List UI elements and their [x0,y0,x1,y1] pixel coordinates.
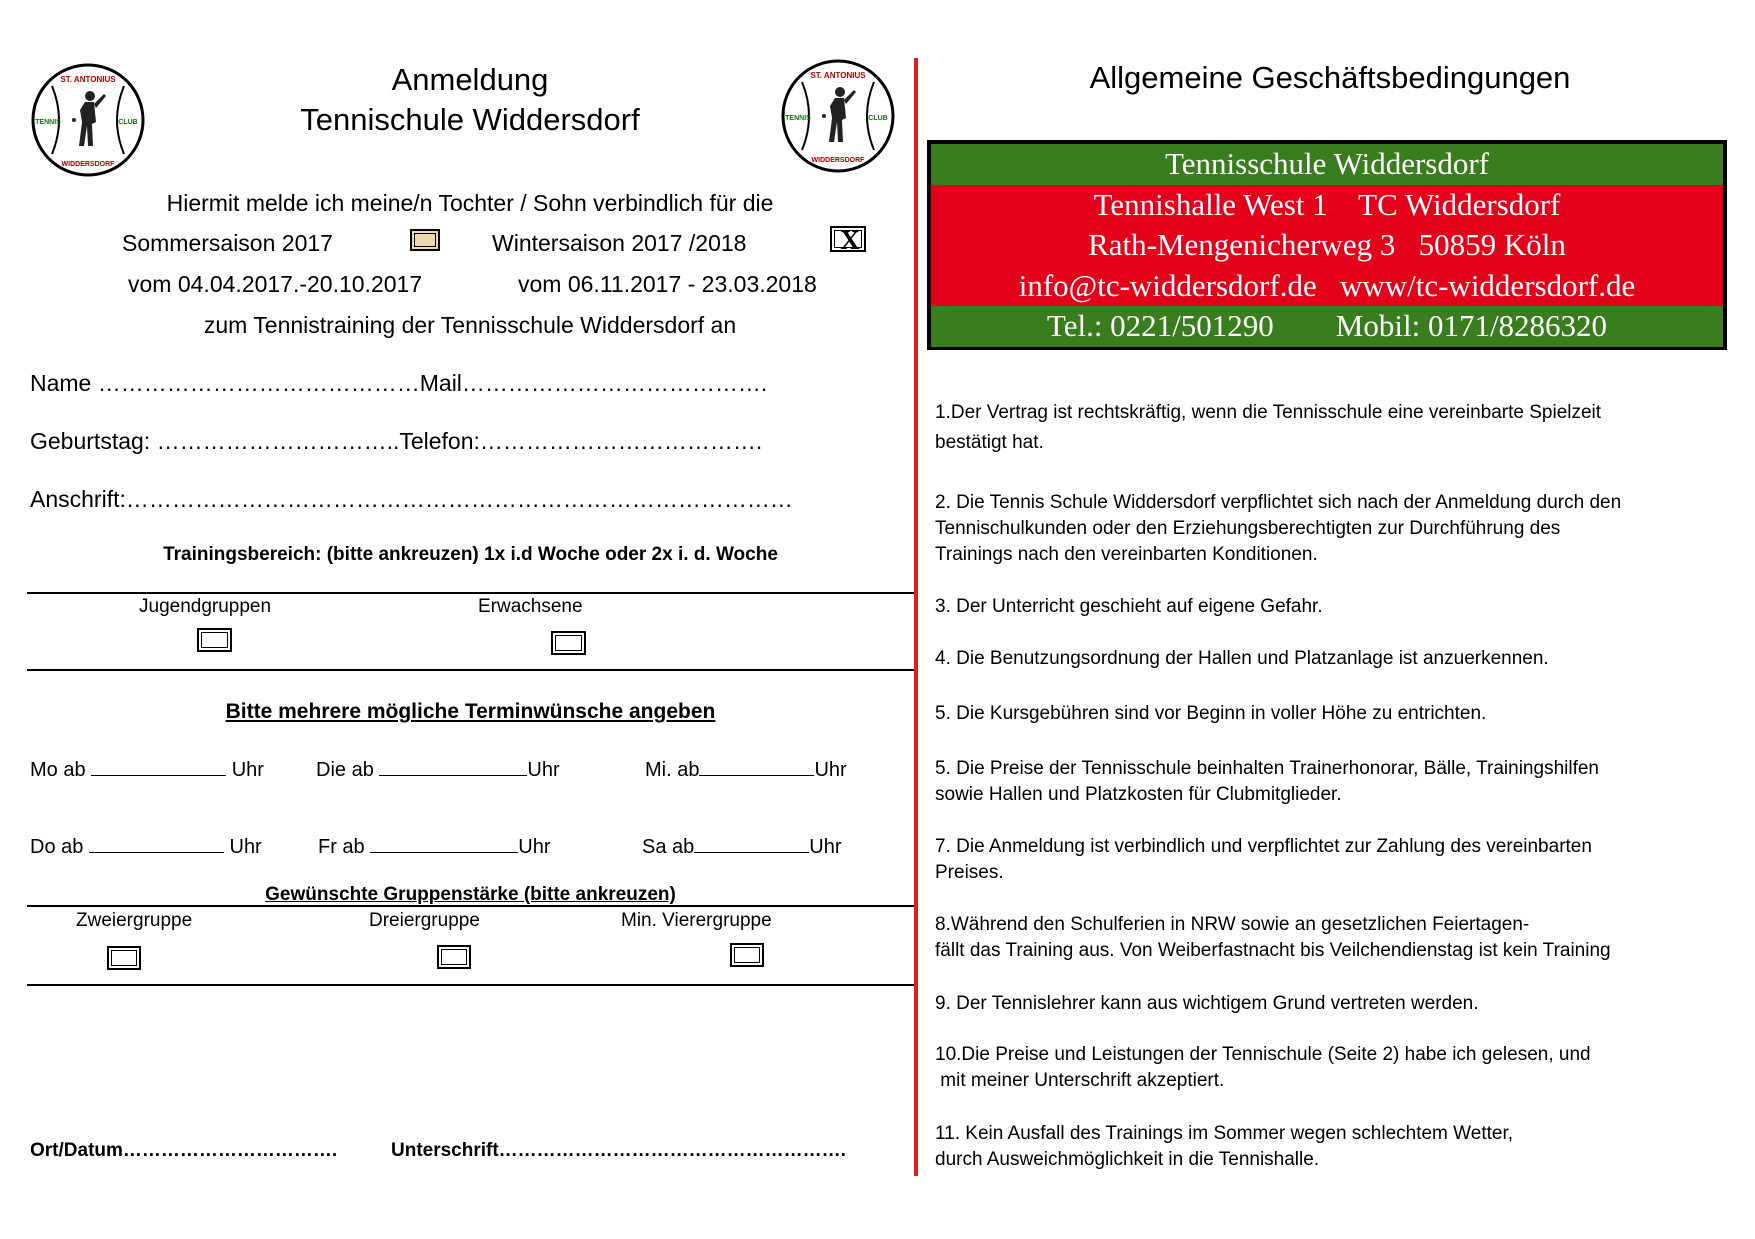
group-four-checkbox[interactable] [730,943,764,967]
logo-top-text: ST. ANTONIUS [60,75,116,84]
slot-wednesday[interactable] [645,757,847,782]
slot-monday[interactable] [30,757,264,782]
slot-input[interactable] [89,834,224,853]
slot-unit: Uhr [518,836,551,858]
logo-bottom-text: WIDDERSDORF [811,157,865,164]
contact-line-5: Tel.: 0221/501290 Mobil: 0171/8286320 [931,306,1723,347]
contact-line-3: Rath-Mengenicherweg 3 50859 Köln [931,225,1723,266]
agb-line: 10.Die Preise und Leistungen der Tennischule (Seite 2) habe ich gelesen, und [935,1044,1591,1065]
agb-line: 4. Die Benutzungsordnung der Hallen und Platzanlage ist anzuerkennen. [935,648,1549,669]
groups-heading-text: Gewünschte Gruppenstärke (bitte ankreuzen) [265,884,676,905]
intro-line-4: zum Tennistraining der Tennisschule Widdersdorf an [203,312,737,338]
agb-line: Trainings nach den vereinbarten Konditionen. [935,544,1318,565]
agb-line: 5. Die Preise der Tennisschule beinhalten Trainerhonorar, Bälle, Trainingshilfen [935,758,1599,779]
group-two-label: Zweiergruppe [76,910,193,931]
form-title [170,60,770,140]
slot-saturday[interactable] [642,834,842,859]
agb-title: Allgemeine Geschäftsbedingungen [1089,60,1571,95]
agb-line: 8.Während den Schulferien in NRW sowie an gesetzlichen Feiertagen- [935,914,1530,935]
logo-right-text: CLUB [118,119,138,126]
winter-season-label: Wintersaison 2017 /2018 [492,230,747,256]
club-logo-left [30,62,146,178]
agb-line: sowie Hallen und Platzkosten für Clubmitglieder. [935,784,1342,805]
slot-input[interactable] [379,757,527,776]
slot-day: Do ab [30,836,89,858]
logo-bottom-text: WIDDERSDORF [61,161,115,168]
agb-line: bestätigt hat. [935,432,1044,453]
place-date-field[interactable]: Ort/Datum……………………………. [30,1140,338,1161]
agb-line: fällt das Training aus. Von Weiberfastnacht bis Veilchendienstag ist kein Training [935,940,1611,961]
slot-day: Sa ab [642,836,695,858]
logo-left-text: TENNIS [785,115,811,122]
agb-line: durch Ausweichmöglichkeit in die Tennishalle. [935,1149,1320,1170]
group-three-checkbox[interactable] [437,945,471,969]
slot-thursday[interactable] [30,834,262,859]
agb-line: 3. Der Unterricht geschieht auf eigene Gefahr. [935,596,1323,617]
signature-field[interactable]: Unterschrift………………………………………………. [391,1140,846,1161]
training-heading: Trainingsbereich: (bitte ankreuzen) 1x i.d Woche oder 2x i. d. Woche [163,544,778,565]
agb-line: Tennischulkunden oder den Erziehungsberechtigten zur Durchführung des [935,518,1561,539]
birthday-phone-field[interactable]: Geburtstag: …………………………..Telefon:………………………………. [30,428,763,454]
logo-right-text: CLUB [868,115,888,122]
summer-season-checkbox[interactable] [410,229,440,251]
summer-season-label: Sommersaison 2017 [122,230,333,256]
contact-box [927,140,1727,350]
agb-line: Preises. [935,862,1004,883]
slot-input[interactable] [370,834,518,853]
title-line-2: Tennischule Widdersdorf [300,102,640,137]
groups-heading [27,884,914,906]
slot-unit: Uhr [226,759,264,781]
slot-day: Mi. ab [645,759,700,781]
club-logo-right [780,58,896,174]
agb-item [935,1121,1705,1173]
slot-input[interactable] [699,757,814,776]
agb-line: mit meiner Unterschrift akzeptiert. [935,1070,1225,1091]
adults-checkbox[interactable] [551,631,586,655]
group-two-checkbox[interactable] [107,946,141,970]
slot-input[interactable] [91,757,226,776]
agb-line: 7. Die Anmeldung ist verbindlich und verpflichtet zur Zahlung des vereinbarten [935,836,1592,857]
slot-input[interactable] [694,834,809,853]
youth-label: Jugendgruppen [139,596,272,617]
winter-dates: vom 06.11.2017 - 23.03.2018 [518,271,817,297]
slot-day: Mo ab [30,759,92,781]
agb-line: 5. Die Kursgebühren sind vor Beginn in voller Höhe zu entrichten. [935,703,1487,724]
agb-item [935,834,1705,886]
agb-item [935,701,1705,727]
contact-line-4: info@tc-widdersdorf.de www/tc-widdersdorf.de [931,266,1723,307]
agb-line: 9. Der Tennislehrer kann aus wichtigem Grund vertreten werden. [935,993,1479,1014]
name-mail-field[interactable]: Name ……………………………………Mail…………………………………. [30,370,768,396]
adults-label: Erwachsene [478,596,583,617]
agb-item [935,646,1705,672]
logo-left-text: TENNIS [35,119,61,126]
divider [27,669,914,671]
summer-dates: vom 04.04.2017.-20.10.2017 [128,271,423,297]
slot-unit: Uhr [809,836,842,858]
group-four-label: Min. Vierergruppe [621,910,772,931]
slot-day: Fr ab [318,836,371,858]
divider [27,592,914,594]
slot-friday[interactable] [318,834,550,859]
page-separator [914,58,918,1176]
title-line-1: Anmeldung [391,62,549,97]
divider [27,905,914,907]
intro-line-1: Hiermit melde ich meine/n Tochter / Sohn verbindlich für die [166,190,774,216]
schedule-heading [27,700,914,724]
agb-line: 11. Kein Ausfall des Trainings im Sommer wegen schlechtem Wetter, [935,1123,1514,1144]
divider [27,984,914,986]
slot-unit: Uhr [527,759,560,781]
agb-line: 2. Die Tennis Schule Widdersdorf verpflichtet sich nach der Anmeldung durch den [935,492,1622,513]
slot-unit: Uhr [223,836,262,858]
agb-line: 1.Der Vertrag ist rechtskräftig, wenn die Tennisschule eine vereinbarte Spielzeit [935,402,1602,423]
address-field[interactable]: Anschrift:…………………………………………………………………………… [30,486,793,512]
slot-day: Die ab [316,759,380,781]
agb-item [935,912,1705,964]
agb-item [935,490,1705,568]
agb-item [935,1042,1705,1094]
contact-line-2: Tennishalle West 1 TC Widdersdorf [931,185,1723,226]
slot-unit: Uhr [814,759,847,781]
contact-line-1: Tennisschule Widdersdorf [931,144,1723,185]
checkmark: X [840,225,860,255]
group-three-label: Dreiergruppe [369,910,480,931]
agb-item [935,400,1705,456]
slot-tuesday[interactable] [316,757,560,782]
schedule-heading-text: Bitte mehrere mögliche Terminwünsche angeben [225,700,716,723]
youth-checkbox[interactable] [197,628,232,652]
agb-item [935,594,1705,620]
agb-item [935,756,1705,808]
logo-top-text: ST. ANTONIUS [810,71,866,80]
agb-item [935,991,1705,1017]
winter-season-checkbox[interactable] [830,225,866,255]
